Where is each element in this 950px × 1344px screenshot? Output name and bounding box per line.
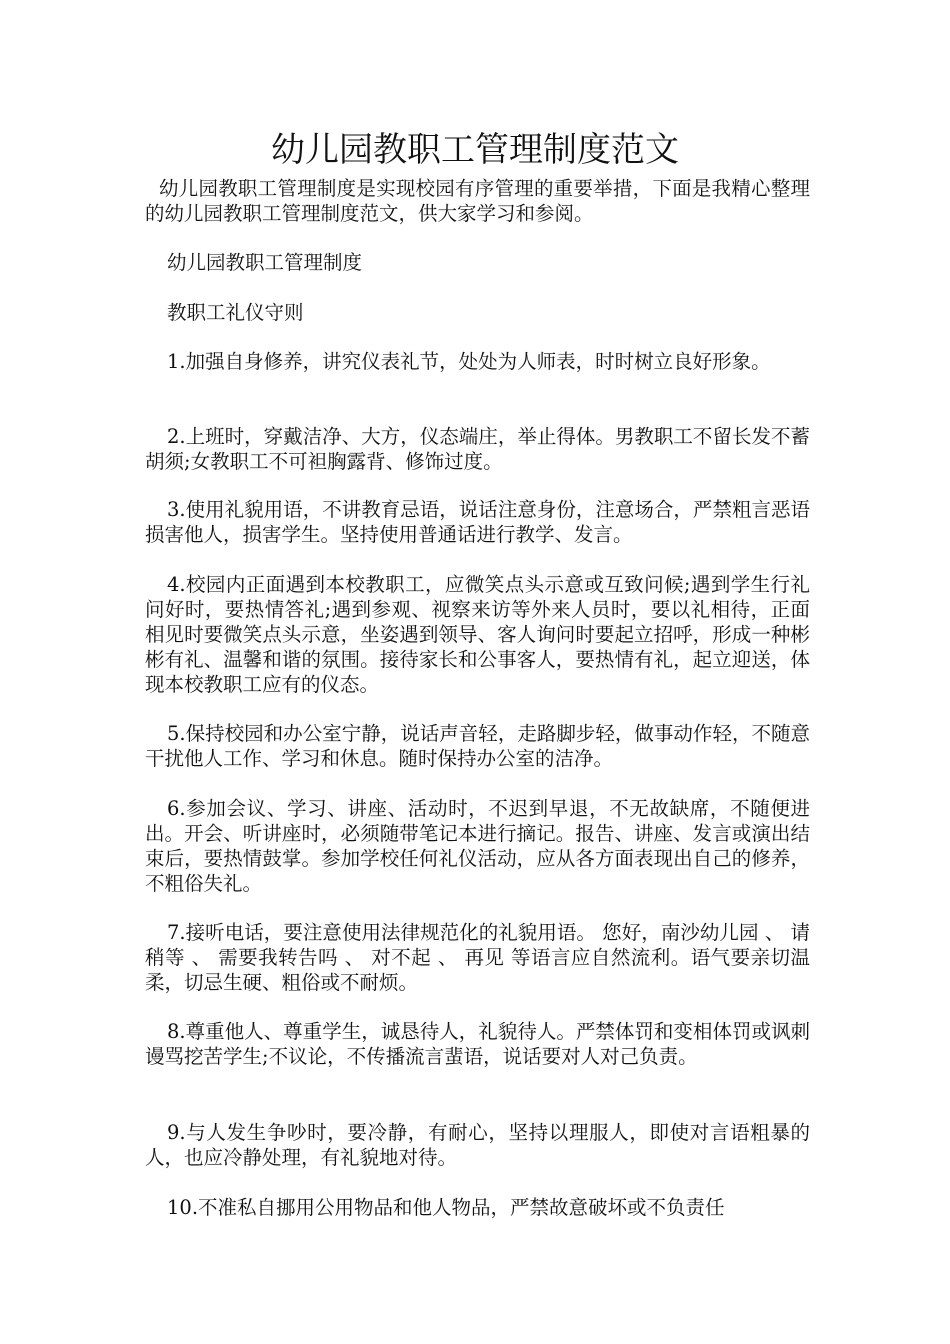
rule-item-1: 1.加强自身修养，讲究仪表礼节，处处为人师表，时时树立良好形象。 <box>167 350 771 373</box>
rule-item-3: 3.使用礼貌用语，不讲教育忌语，说话注意身份，注意场合，严禁粗言恶语损害他人，损害学生。坚持使用普通话进行教学、发言。 <box>145 498 810 546</box>
rule-item-9: 9.与人发生争吵时，要冷静，有耐心，坚持以理服人，即使对言语粗暴的人，也应冷静处理，有礼貌地对待。 <box>145 1121 810 1169</box>
rule-item-7: 7.接听电话，要注意使用法律规范化的礼貌用语。 您好，南沙幼儿园 、 请稍等 、 需要我转告吗 、 对不起 、 再见 等语言应自然流利。语气要亲切温柔，切忌生硬、粗俗或不耐烦。 <box>145 921 810 994</box>
rule-item-8: 8.尊重他人、尊重学生，诚恳待人，礼貌待人。严禁体罚和变相体罚或讽刺谩骂挖苦学生;不议论，不传播流言蜚语，说话要对人对己负责。 <box>145 1020 810 1068</box>
rule-item-5: 5.保持校园和办公室宁静，说话声音轻，走路脚步轻，做事动作轻，不随意干扰他人工作、学习和休息。随时保持办公室的洁净。 <box>145 722 810 770</box>
rule-item-10: 10.不准私自挪用公用物品和他人物品，严禁故意破坏或不负责任 <box>167 1196 725 1219</box>
section-heading: 幼儿园教职工管理制度 <box>167 251 363 274</box>
intro-paragraph: 幼儿园教职工管理制度是实现校园有序管理的重要举措，下面是我精心整理的幼儿园教职工管理制度范文，供大家学习和参阅。 <box>145 177 810 225</box>
subsection-heading: 教职工礼仪守则 <box>167 301 304 324</box>
rule-item-2: 2.上班时，穿戴洁净、大方，仪态端庄，举止得体。男教职工不留长发不蓄胡须;女教职工不可袒胸露背、修饰过度。 <box>145 425 810 473</box>
rule-item-4: 4.校园内正面遇到本校教职工，应微笑点头示意或互致问候;遇到学生行礼问好时，要热情答礼;遇到参观、视察来访等外来人员时，要以礼相待，正面相见时要微笑点头示意，坐姿遇到领导、客人询问时要起立招呼，形成一种彬彬有礼、温馨和谐的氛围。接待家长和公事客人，要热情有礼，起立迎送，体现本校教职工应有的仪态。 <box>145 573 810 696</box>
document-title: 幼儿园教职工管理制度范文 <box>271 130 679 170</box>
rule-item-6: 6.参加会议、学习、讲座、活动时，不迟到早退，不无故缺席，不随便进出。开会、听讲座时，必须随带笔记本进行摘记。报告、讲座、发言或演出结束后，要热情鼓掌。参加学校任何礼仪活动，应从各方面表现出自己的修养，不粗俗失礼。 <box>145 797 810 895</box>
